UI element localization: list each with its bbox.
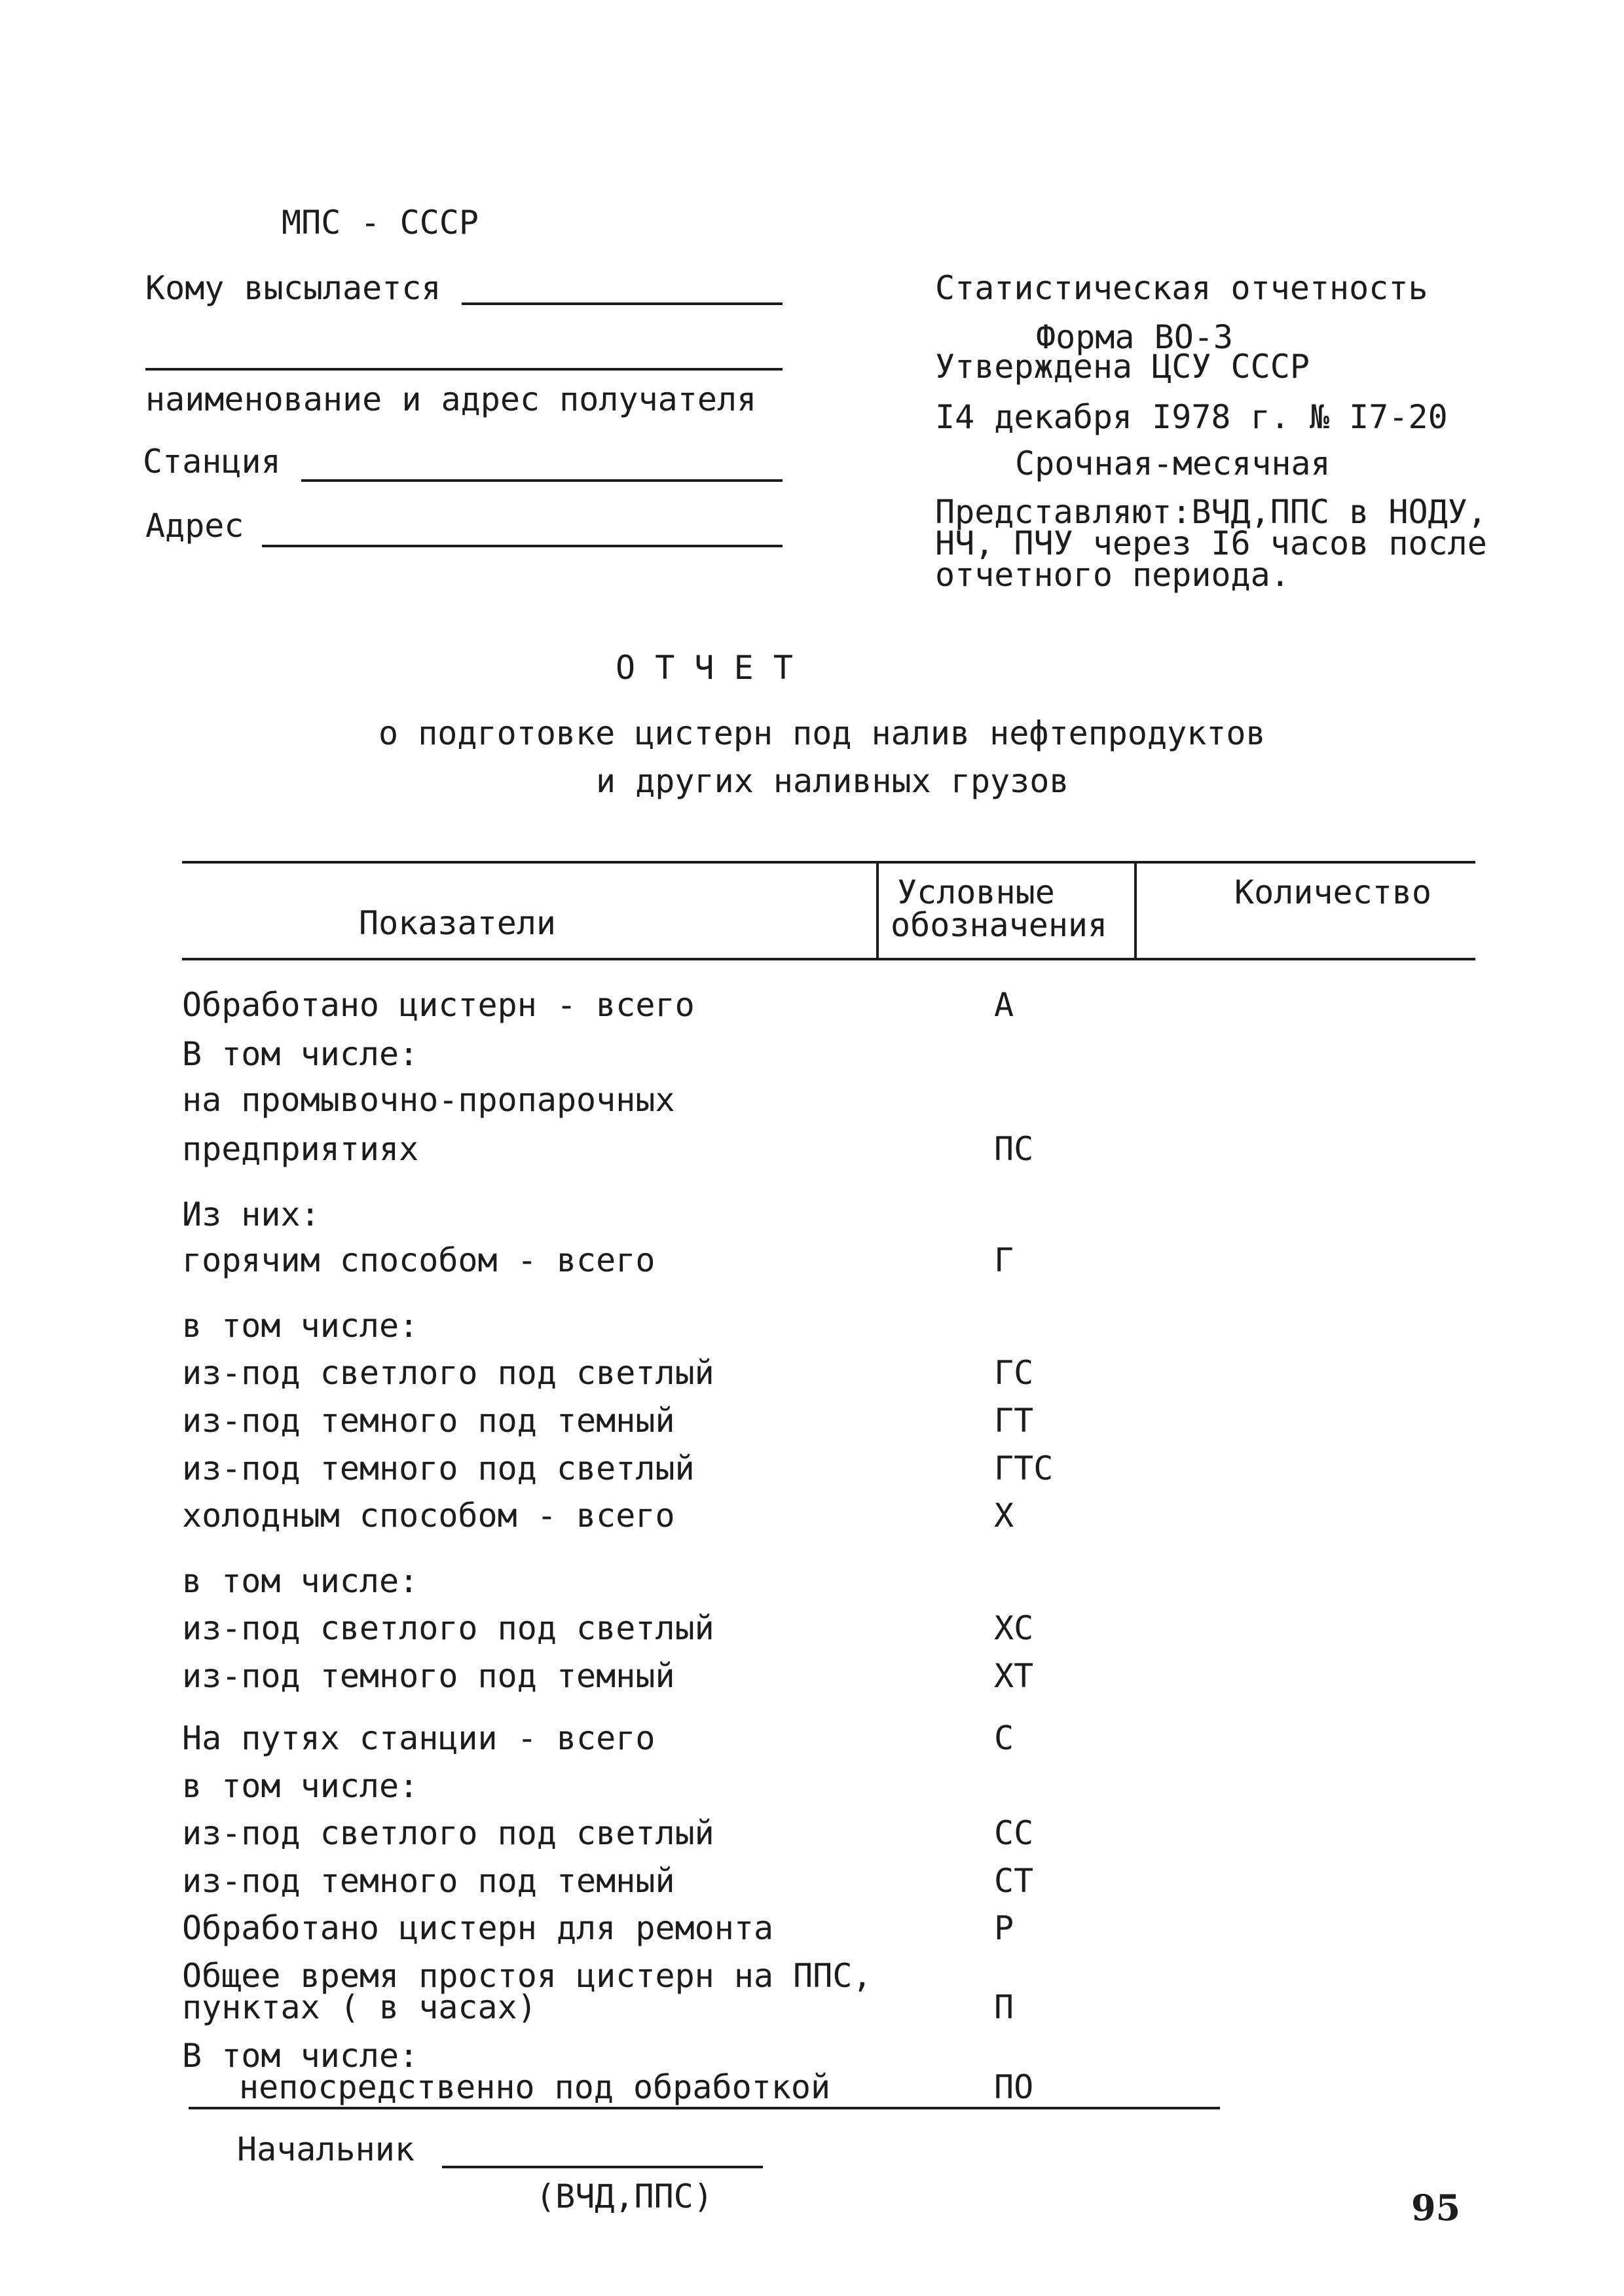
row-label: из-под светлого под светлый bbox=[182, 1609, 714, 1647]
form-submit-line1: Представляют:ВЧД,ППС в НОДУ, bbox=[935, 493, 1487, 531]
row-label: из-под светлого под светлый bbox=[182, 1814, 714, 1852]
header-quantity: Количество bbox=[1234, 873, 1432, 911]
signature-caption: (ВЧД,ППС) bbox=[536, 2178, 713, 2215]
signature-blank-line bbox=[442, 2166, 763, 2168]
row-label: В том числе: bbox=[182, 2037, 419, 2075]
address-blank-line bbox=[262, 545, 783, 547]
header-symbols-line2: обозначения bbox=[891, 906, 1108, 944]
row-label: В том числе: bbox=[182, 1035, 419, 1073]
row-code: Р bbox=[994, 1909, 1014, 1947]
header-symbols-line1: Условные bbox=[897, 873, 1055, 911]
row-code: ПС bbox=[994, 1130, 1034, 1168]
row-label: из-под темного под светлый bbox=[182, 1449, 695, 1487]
row-code: СТ bbox=[994, 1862, 1034, 1900]
form-approved-by: Утверждена ЦСУ СССР bbox=[935, 348, 1310, 386]
form-approval-date: I4 декабря I978 г. № I7-20 bbox=[935, 398, 1448, 436]
header-indicators: Показатели bbox=[359, 904, 557, 942]
report-subtitle-line2: и других наливных грузов bbox=[596, 762, 1069, 800]
page-number: 95 bbox=[1411, 2187, 1461, 2229]
form-number: Форма ВО-3 bbox=[1036, 318, 1234, 356]
report-subtitle-line1: о подготовке цистерн под налив нефтепродуктов bbox=[378, 714, 1266, 752]
row-code: ХС bbox=[994, 1609, 1034, 1647]
form-periodicity: Срочная-месячная bbox=[1015, 445, 1331, 483]
station-blank-line bbox=[301, 479, 783, 482]
table-col-divider-1 bbox=[876, 861, 879, 960]
row-label: Обработано цистерн для ремонта bbox=[182, 1909, 774, 1947]
station-label: Станция bbox=[143, 443, 281, 481]
row-label: из-под темного под темный bbox=[182, 1402, 675, 1440]
form-submit-line3: отчетного периода. bbox=[935, 556, 1290, 594]
address-label: Адрес bbox=[145, 507, 244, 545]
row-label: из-под темного под темный bbox=[182, 1657, 675, 1695]
row-label: в том числе: bbox=[182, 1767, 419, 1805]
table-bottom-rule bbox=[189, 2107, 1220, 2109]
row-code: С bbox=[994, 1719, 1014, 1757]
ministry-title: МПС - СССР bbox=[282, 204, 479, 242]
row-label: Обработано цистерн - всего bbox=[182, 986, 695, 1024]
row-label: На путях станции - всего bbox=[182, 1719, 655, 1757]
row-label: непосредственно под обработкой bbox=[239, 2068, 831, 2106]
row-code: А bbox=[994, 986, 1014, 1024]
row-label: пунктах ( в часах) bbox=[182, 1988, 537, 2026]
recipient-blank-line bbox=[145, 368, 783, 371]
row-code: ПО bbox=[994, 2068, 1034, 2106]
row-code: ГТС bbox=[994, 1449, 1054, 1487]
row-label: из-под темного под темный bbox=[182, 1862, 675, 1900]
table-top-rule bbox=[182, 861, 1475, 864]
form-submit-line2: НЧ, ПЧУ через I6 часов после bbox=[935, 524, 1487, 562]
to-label: Кому высылается bbox=[145, 269, 441, 307]
recipient-caption: наименование и адрес получателя bbox=[145, 380, 757, 418]
row-code: Х bbox=[994, 1497, 1014, 1535]
to-blank-line bbox=[462, 302, 783, 305]
form-stat-reporting: Статистическая отчетность bbox=[935, 269, 1428, 307]
table-col-divider-2 bbox=[1134, 861, 1137, 960]
table-header-rule bbox=[182, 958, 1475, 960]
row-label: в том числе: bbox=[182, 1562, 419, 1600]
row-label: в том числе: bbox=[182, 1307, 419, 1345]
row-code: П bbox=[994, 1988, 1014, 2026]
row-label: Из них: bbox=[182, 1195, 320, 1233]
row-label: на промывочно-пропарочных bbox=[182, 1081, 675, 1119]
row-label: из-под светлого под светлый bbox=[182, 1354, 714, 1392]
row-label: предприятиях bbox=[182, 1130, 419, 1168]
report-title: О Т Ч Е Т bbox=[616, 649, 793, 687]
row-code: ХТ bbox=[994, 1657, 1034, 1695]
row-code: Г bbox=[994, 1241, 1014, 1279]
signature-label: Начальник bbox=[237, 2130, 415, 2168]
row-code: СС bbox=[994, 1814, 1034, 1852]
row-code: ГС bbox=[994, 1354, 1034, 1392]
row-label: холодным способом - всего bbox=[182, 1497, 675, 1535]
row-code: ГТ bbox=[994, 1402, 1034, 1440]
row-label: Общее время простоя цистерн на ППС, bbox=[182, 1957, 872, 1995]
row-label: горячим способом - всего bbox=[182, 1241, 655, 1279]
